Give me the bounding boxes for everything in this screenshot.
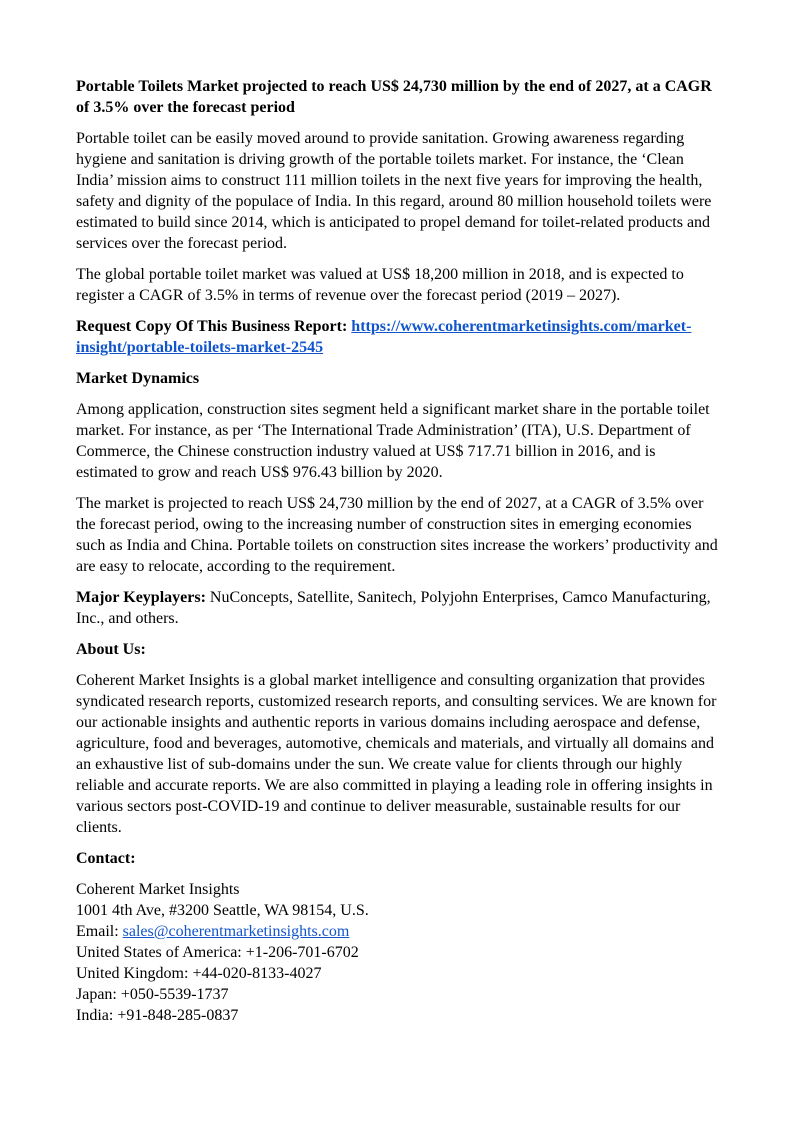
market-value-paragraph: The global portable toilet market was valued at US$ 18,200 million in 2018, and is expected to register a CAGR of 3.5% in terms of revenue over the forecast period (2019 – 2027). [76,266,684,304]
contact-phone-japan: Japan: +050-5539-1737 [76,986,229,1003]
contact-email-label: Email: [76,923,123,940]
contact-phone-uk: United Kingdom: +44-020-8133-4027 [76,965,322,982]
document-title: Portable Toilets Market projected to reach US$ 24,730 million by the end of 2027, at a CAGR of 3.5% over the forecast period [76,78,712,116]
contact-phone-india: India: +91-848-285-0837 [76,1007,239,1024]
about-heading: About Us: [76,641,146,658]
contact-block [76,879,718,1026]
about-paragraph: Coherent Market Insights is a global market intelligence and consulting organization that provides syndicated research reports, customized research reports, and consulting services. We are known for our actionable insights and authentic reports in various domains including aerospace and defense, agriculture, food and beverages, automotive, chemicals and materials, and virtually all domains and an exhaustive list of sub-domains under the sun. We create value for clients through our highly reliable and accurate reports. We are also committed in playing a leading role in offering insights in various sectors post-COVID-19 and continue to deliver measurable, sustainable results for our clients. [76,672,717,836]
keyplayers-paragraph [76,587,718,629]
contact-heading: Contact: [76,850,136,867]
keyplayers-text: NuConcepts, Satellite, Sanitech, Polyjohn Enterprises, Camco Manufacturing, Inc., and others. [76,589,711,627]
dynamics-paragraph-1: Among application, construction sites segment held a significant market share in the portable toilet market. For instance, as per ‘The International Trade Administration’ (ITA), U.S. Department of Commerce, the Chinese construction industry valued at US$ 717.71 billion in 2016, and is estimated to grow and reach US$ 976.43 billion by 2020. [76,401,710,481]
contact-email-line [76,921,718,942]
request-copy-paragraph [76,316,718,358]
contact-company: Coherent Market Insights [76,881,240,898]
request-copy-label: Request Copy Of This Business Report: [76,318,352,335]
intro-paragraph: Portable toilet can be easily moved around to provide sanitation. Growing awareness regarding hygiene and sanitation is driving growth of the portable toilets market. For instance, the ‘Clean India’ mission aims to construct 111 million toilets in the next five years for improving the health, safety and dignity of the populace of India. In this regard, around 80 million household toilets were estimated to build since 2014, which is anticipated to propel demand for toilet-related products and services over the forecast period. [76,130,712,252]
contact-phone-us: United States of America: +1-206-701-6702 [76,944,359,961]
keyplayers-label: Major Keyplayers: [76,589,206,606]
market-dynamics-heading: Market Dynamics [76,370,200,387]
report-link[interactable]: https://www.coherentmarketinsights.com/market-insight/portable-toilets-market-2545 [76,318,692,356]
email-link[interactable]: sales@coherentmarketinsights.com [122,923,350,940]
dynamics-paragraph-2: The market is projected to reach US$ 24,730 million by the end of 2027, at a CAGR of 3.5% over the forecast period, owing to the increasing number of construction sites in emerging economies such as India and China. Portable toilets on construction sites increase the workers’ productivity and are easy to relocate, according to the requirement. [76,495,718,575]
contact-address: 1001 4th Ave, #3200 Seattle, WA 98154, U.S. [76,902,369,919]
